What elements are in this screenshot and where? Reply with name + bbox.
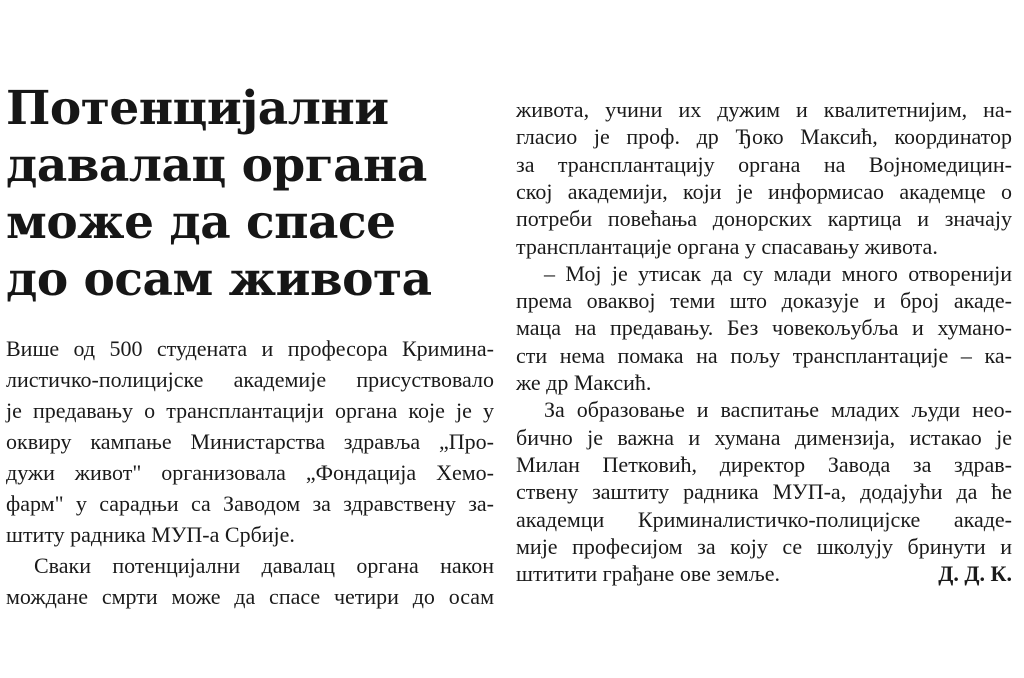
- text-line: За образовање и васпитање младих људи нео-: [544, 397, 1012, 423]
- text-line: мије професијом за коју се школују бринути и: [516, 533, 1012, 559]
- text-line: ствену заштиту радника МУП-а, додајући да ће: [516, 479, 1012, 505]
- author-initials: Д. Д. К.: [938, 561, 1012, 586]
- text-line: је предавању о трансплантацији органа које је у: [6, 398, 494, 423]
- text-line: академци Криминалистичко-полицијске акаде-: [516, 506, 1012, 532]
- text-line: Сваки потенцијални давалац органа након: [34, 553, 494, 578]
- text-line: Милан Петковић, директор Завода за здрав-: [516, 451, 1012, 477]
- text-line: живота, учини их дужим и квалитетнијим, на-: [516, 97, 1012, 122]
- text-line: штитити грађане ове земље.: [516, 561, 780, 586]
- headline-line: до осам живота: [6, 252, 432, 307]
- text-line: трансплантације органа у спасавању живота.: [516, 233, 938, 259]
- text-line: – Мој је утисак да су млади много отворенији: [544, 260, 1012, 286]
- text-line: же др Максић.: [516, 370, 652, 395]
- text-line: према оваквој теми што доказује и број акаде-: [516, 288, 1012, 314]
- headline-line: може да спасе: [6, 195, 396, 250]
- article-headline: [6, 80, 496, 308]
- text-line: Више од 500 студената и професора Кримина-: [6, 336, 494, 361]
- text-line: мождане смрти може да спасе четири до осам: [6, 584, 494, 609]
- text-line: сти нема помака на пољу трансплантације – ка-: [516, 342, 1012, 368]
- text-line: дужи живот" организовала „Фондација Хемо-: [6, 460, 494, 485]
- text-line: за трансплантацију органа на Војномедицин-: [516, 151, 1012, 177]
- headline-line: давалац органа: [6, 138, 427, 193]
- text-line: гласио је проф. др Ђоко Максић, координатор: [516, 124, 1012, 150]
- text-line: бично је важна и хумана димензија, истакао је: [516, 424, 1012, 450]
- text-line: потреби повећања донорских картица и значају: [516, 206, 1012, 232]
- headline-line: Потенцијални: [6, 81, 389, 136]
- text-line: листичко-полицијске академије присуствовало: [6, 367, 494, 392]
- text-line: штиту радника МУП-а Србије.: [6, 522, 295, 547]
- text-line: маца на предавању. Без човекољубља и хумано-: [516, 315, 1012, 341]
- text-line: ској академији, који је информисао академце о: [516, 178, 1012, 204]
- text-line: оквиру кампање Министарства здравља „Про-: [6, 429, 494, 454]
- text-line: фарм" у сарадњи са Заводом за здравствену за-: [6, 491, 494, 516]
